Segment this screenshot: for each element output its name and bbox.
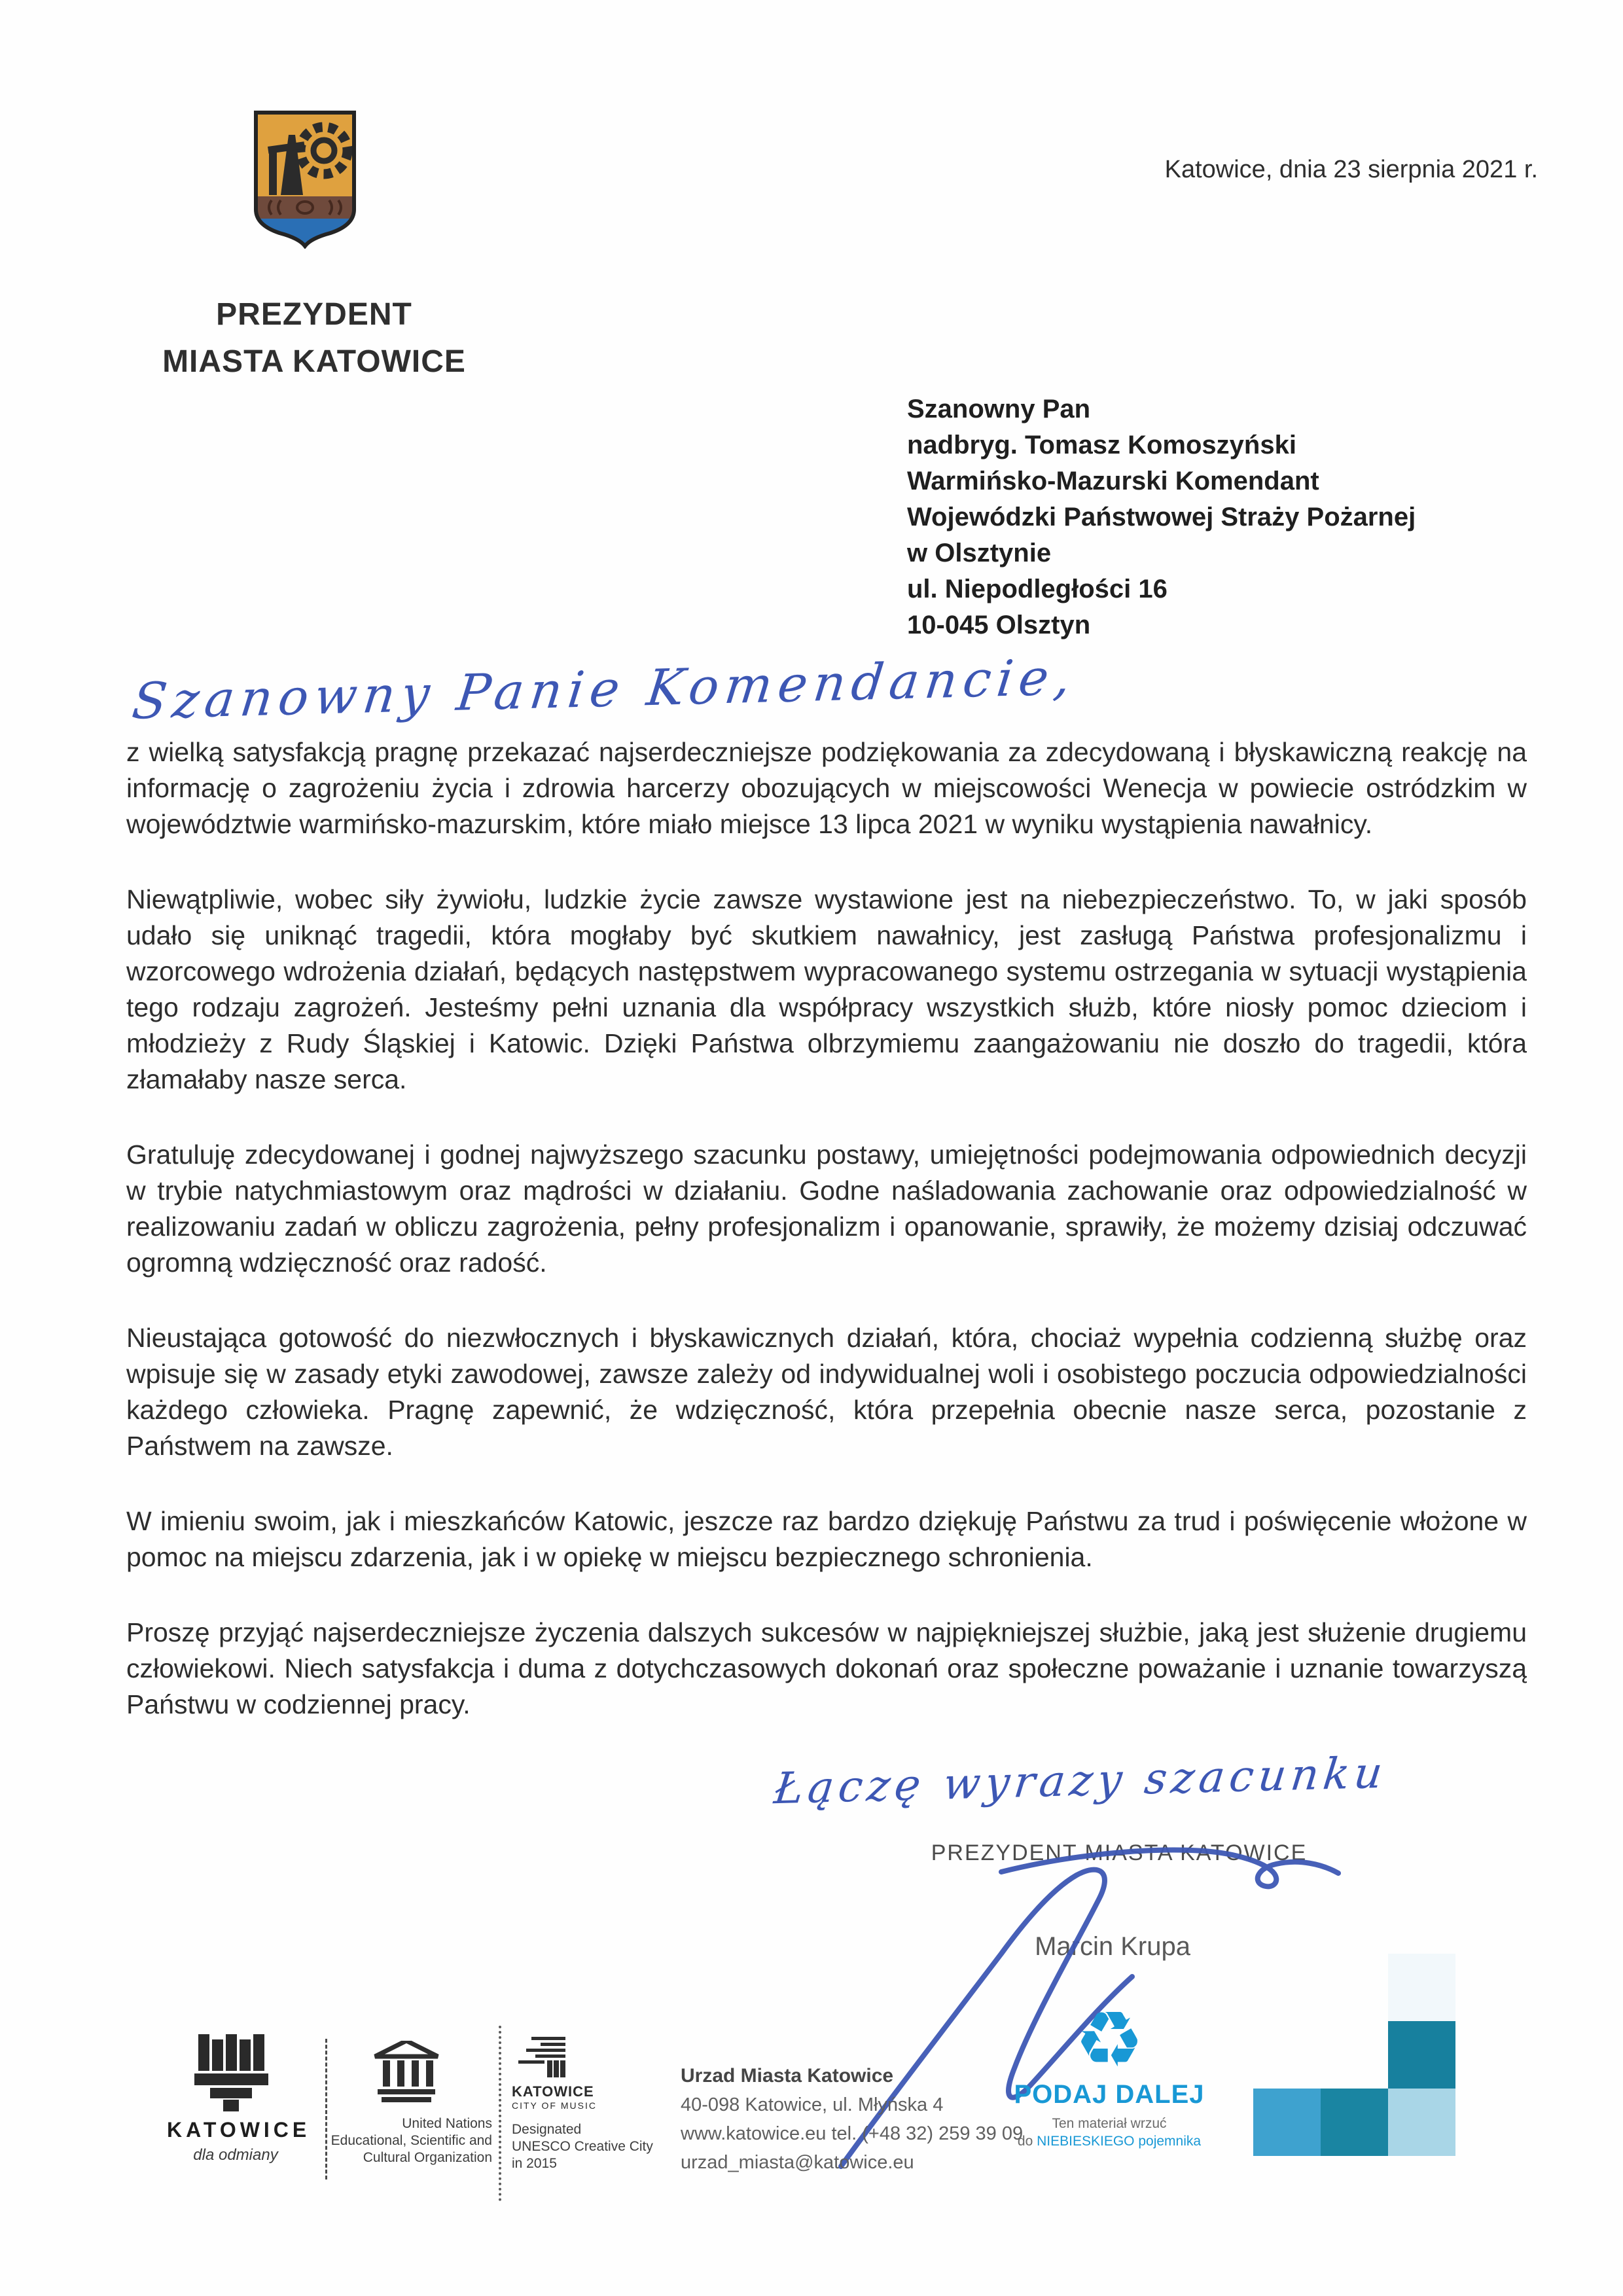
mosaic-square-blue [1253, 2089, 1321, 2156]
city-of-music-icon [512, 2037, 574, 2077]
podaj-dalej-caption-line1: Ten materiał wrzuć [1052, 2116, 1167, 2131]
signature-name: Marcin Krupa [1035, 1932, 1190, 1961]
mosaic-square-light [1388, 2089, 1455, 2156]
katowice-coat-of-arms-icon [252, 110, 358, 249]
handwritten-closing: Łączę wyrazy szacunku [772, 1747, 1390, 1814]
recipient-line: Wojewódzki Państwowej Straży Pożarnej [907, 503, 1416, 531]
mosaic-square-faint [1388, 1954, 1455, 2021]
handwritten-salutation: Szanowny Panie Komendancie, [129, 647, 1080, 730]
paragraph: Proszę przyjąć najserdeczniejsze życzenia dalszych sukcesów w najpiękniejszej służbie, jaką jest służenie drugiemu człowiekowi. Niech satysfakcja i duma z dotychczasowych dokonań oraz społeczne poważanie i uznanie towarzyszą Państwu w codziennej pracy. [126, 1617, 1527, 1719]
podaj-dalej-caption-line2 [1005, 2132, 1214, 2150]
city-of-music-caption-line: UNESCO Creative City [512, 2139, 653, 2154]
office-address-block [681, 2062, 1023, 2177]
recipient-line: w Olsztynie [907, 539, 1052, 567]
mosaic-square-teal-top [1388, 2021, 1455, 2089]
paragraph: Nieustająca gotowość do niezwłocznych i błyskawicznych działań, która, chociaż wypełnia codzienną służbę oraz wpisuje się w zasady etyki zawodowej, zawsze zależy od indywidualnej woli i osobistego poczucia odpowiedzialności każdego człowieka. Pragnę zapewnić, że wdzięczność, która przepełnia obecnie nasze serca, pozostanie z Państwem na zawsze. [126, 1323, 1527, 1461]
footer-separator-dotted [499, 2026, 501, 2201]
podaj-dalej-caption-prefix: do [1017, 2134, 1037, 2149]
recipient-line: Szanowny Pan [907, 395, 1091, 423]
city-of-music-wordmark-sub: CITY OF MUSIC [512, 2100, 597, 2111]
recipient-line: Warmińsko-Mazurski Komendant [907, 467, 1319, 495]
podaj-dalej-caption-highlight: NIEBIESKIEGO [1037, 2134, 1135, 2149]
unesco-caption-line: Cultural Organization [363, 2150, 492, 2165]
unesco-temple-icon [372, 2041, 440, 2106]
podaj-dalej-caption [1005, 2115, 1214, 2150]
sender-title-line1: PREZYDENT [216, 297, 412, 332]
unesco-caption-line: Educational, Scientific and [330, 2133, 492, 2148]
office-street: 40-098 Katowice, ul. Młyńska 4 [681, 2094, 944, 2115]
recipient-line: ul. Niepodległości 16 [907, 575, 1168, 603]
city-of-music-caption-line: in 2015 [512, 2156, 557, 2171]
sender-title-line2: MIASTA KATOWICE [162, 344, 466, 379]
paragraph: W imieniu swoim, jak i mieszkańców Katowic, jeszcze raz bardzo dziękuję Państwu za trud i poświęcenie włożone w pomoc na miejscu zdarzenia, jak i w opiekę w miejscu bezpiecznego schronienia. [126, 1506, 1527, 1572]
recipient-line: 10-045 Olsztyn [907, 611, 1091, 639]
signature-title: PREZYDENT MIASTA KATOWICE [931, 1840, 1308, 1865]
unesco-caption-line: United Nations [402, 2116, 492, 2131]
office-email: urzad_miasta@katowice.eu [681, 2152, 914, 2173]
podaj-dalej-caption-suffix: pojemnika [1134, 2134, 1202, 2149]
katowice-logo-icon [187, 2034, 285, 2111]
city-of-music-wordmark: KATOWICE [512, 2083, 594, 2100]
podaj-dalej-block [1005, 1997, 1214, 2150]
sender-title [98, 291, 530, 386]
paragraph: Niewątpliwie, wobec siły żywiołu, ludzkie życie zawsze wystawione jest na niebezpieczeństwo. To, w jaki sposób udało się uniknąć tragedii, która mogłaby być skutkiem nawałnicy, jest zasługą Państwa profesjonalizmu i wzorcowego wdrożenia działań, będących następstwem wypracowanego systemu ostrzegania w sytuacji wystąpienia tego rodzaju zagrożeń. Jesteśmy pełni uznania dla współpracy wszystkich służb, które niosły pomoc dzieciom i młodzieży z Rudy Śląskiej i Katowic. Dzięki Państwa olbrzymiemu zaangażowaniu nie doszło do tragedii, która złamałaby nasze serca. [126, 884, 1527, 1094]
city-of-music-caption-line: Designated [512, 2122, 582, 2137]
recycle-icon: ♻ [1075, 1997, 1144, 2083]
recipient-line: nadbryg. Tomasz Komoszyński [907, 431, 1296, 459]
recipient-block [907, 391, 1416, 643]
podaj-dalej-title: PODAJ DALEJ [1014, 2080, 1205, 2109]
office-web-phone: www.katowice.eu tel. (+48 32) 259 39 09 [681, 2123, 1024, 2144]
katowice-logo-tagline: dla odmiany [193, 2146, 278, 2164]
katowice-logo-name: KATOWICE [167, 2118, 311, 2142]
unesco-caption [321, 2115, 492, 2166]
katowice-city-logo [167, 2034, 311, 2164]
date-line: Katowice, dnia 23 sierpnia 2021 r. [1164, 156, 1538, 183]
paragraph: z wielką satysfakcją pragnę przekazać najserdeczniejsze podziękowania za zdecydowaną i błyskawiczną reakcję na informację o zagrożeniu życia i zdrowia harcerzy obozujących w miejscowości Wenecja w powiecie ostródzkim w województwie warmińsko-mazurskim, które miało miejsce 13 lipca 2021 w wyniku wystąpienia nawałnicy. [126, 737, 1527, 839]
mosaic-square-teal [1321, 2089, 1388, 2156]
letter-body [126, 734, 1527, 1762]
office-name: Urzad Miasta Katowice [681, 2065, 894, 2087]
city-of-music-caption [512, 2121, 675, 2172]
unesco-logo-block [321, 2041, 492, 2166]
paragraph: Gratuluję zdecydowanej i godnej najwyższego szacunku postawy, umiejętności podejmowania odpowiednich decyzji w trybie natychmiastowym oraz mądrości w działaniu. Godne naśladowania zachowanie oraz odpowiedzialność w realizowaniu zadań w obliczu zagrożenia, pełny profesjonalizm i opanowanie, sprawiły, że możemy dzisiaj odczuwać ogromną wdzięczność oraz radość. [126, 1139, 1527, 1278]
city-of-music-block [512, 2037, 675, 2172]
